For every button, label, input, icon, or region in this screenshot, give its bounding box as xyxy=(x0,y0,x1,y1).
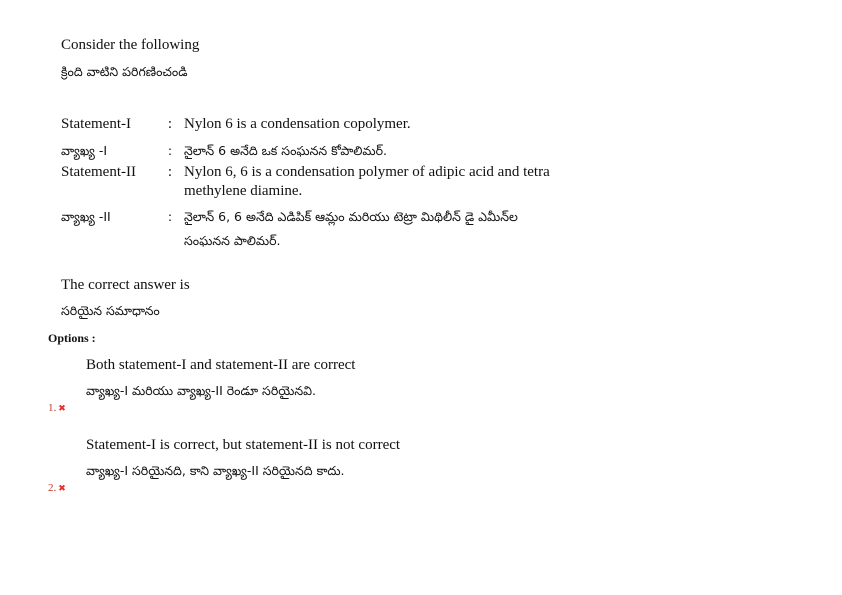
statement-1-separator: : xyxy=(167,116,173,132)
cross-icon: ✖ xyxy=(58,484,66,494)
question-intro-en: Consider the following xyxy=(61,37,200,53)
statement-2-te-separator: : xyxy=(167,209,173,224)
statement-2-text-te-line1: నైలాన్ 6, 6 అనేది ఎడిపిక్ ఆమ్లం మరియు టెట్రా మిథిలీన్ డై ఎమీన్‌ల xyxy=(184,209,518,224)
statement-2-text-en-line1: Nylon 6, 6 is a condensation polymer of adipic acid and tetra xyxy=(184,164,550,180)
statement-2-text-te-line2: సంఘనన పాలిమర్. xyxy=(184,233,281,248)
statement-1-label-te: వ్యాఖ్య -I xyxy=(61,143,108,158)
option-1-text-en[interactable]: Both statement-I and statement-II are correct xyxy=(86,357,356,373)
statement-2-separator: : xyxy=(167,164,173,180)
statement-2-label-en: Statement-II xyxy=(61,164,136,180)
statement-1-text-te: నైలాన్ 6 అనేది ఒక సంఘనన కోపాలిమర్. xyxy=(184,143,387,158)
option-1-marker xyxy=(48,398,66,416)
option-2-text-te[interactable]: వ్యాఖ్య-I సరియైనది, కాని వ్యాఖ్య-II సరియైనది కాదు. xyxy=(86,463,345,478)
answer-prompt-te: సరియైన సమాధానం xyxy=(61,303,160,318)
option-2-number: 2. xyxy=(48,482,57,494)
statement-2-text-en-line2: methylene diamine. xyxy=(184,183,303,199)
answer-prompt-en: The correct answer is xyxy=(61,277,190,293)
option-1-number: 1. xyxy=(48,402,57,414)
option-2-text-en[interactable]: Statement-I is correct, but statement-II is not correct xyxy=(86,437,401,453)
statement-2-label-te: వ్యాఖ్య -II xyxy=(61,209,111,224)
statement-1-label-en: Statement-I xyxy=(61,116,131,132)
statement-1-text-en: Nylon 6 is a condensation copolymer. xyxy=(184,116,411,132)
question-intro-te: క్రింది వాటిని పరిగణించండి xyxy=(61,64,188,79)
option-1-text-te[interactable]: వ్యాఖ్య-I మరియు వ్యాఖ్య-II రెండూ సరియైనవి. xyxy=(86,383,316,398)
option-2-marker xyxy=(48,478,66,496)
statement-1-te-separator: : xyxy=(167,143,173,158)
cross-icon: ✖ xyxy=(58,404,66,414)
options-label: Options : xyxy=(48,331,96,345)
